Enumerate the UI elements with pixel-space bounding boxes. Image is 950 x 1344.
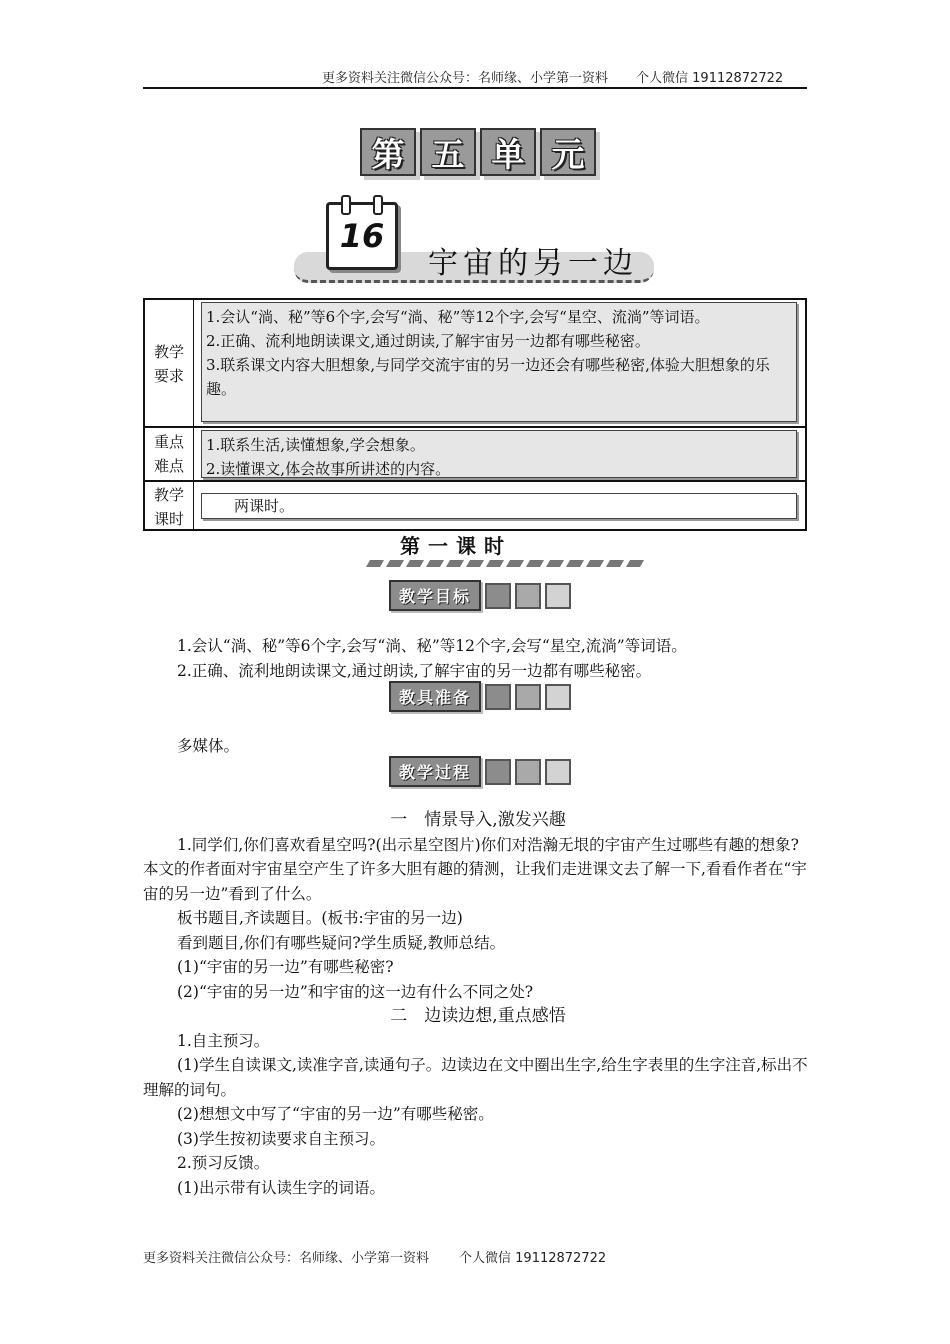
section-goals-head <box>389 580 571 611</box>
prep-item: 多媒体。 <box>177 737 240 755</box>
row-label-requirements <box>145 340 193 388</box>
periods-cell <box>201 493 797 519</box>
decor-square <box>515 583 541 609</box>
label-line: 重点 <box>153 433 184 451</box>
label-line: 课时 <box>153 510 184 528</box>
label-line: 难点 <box>153 457 184 475</box>
process-paragraph: 看到题目,你们有哪些疑问?学生质疑,教师总结。 <box>177 933 506 952</box>
label-line: 要求 <box>153 367 184 385</box>
process-paragraph: 板书题目,齐读题目。(板书:宇宙的另一边) <box>177 909 463 927</box>
lesson-info-table <box>143 298 807 531</box>
lesson-title: 宇宙的另一边 <box>428 246 638 281</box>
requirement-item: 3.联系课文内容大胆想象,与同学交流宇宙的另一边还会有哪些秘密,体验大胆想象的乐趣。 <box>206 356 770 398</box>
decor-square <box>485 759 511 785</box>
calendar-icon <box>326 202 398 270</box>
footer-wechat: 个人微信 19112872722 <box>459 1251 607 1266</box>
keypoint-item: 1.联系生活,读懂想象,学会想象。 <box>206 436 425 454</box>
decor-square <box>545 583 571 609</box>
table-divider <box>145 426 805 428</box>
unit-char: 第 <box>360 128 416 176</box>
page-header <box>322 67 783 86</box>
table-divider <box>193 300 194 529</box>
unit-title <box>360 128 596 176</box>
goals-text <box>143 634 813 683</box>
process-paragraph: 1.同学们,你们喜欢看星空吗?(出示星空图片)你们对浩瀚无垠的宇宙产生过哪些有趣的想象?本文的作者面对宇宙星空产生了许多大胆有趣的猜测，让我们走进课文去了解一下,看看作者在“宇宙的另一边”看到了什么。 <box>143 835 807 903</box>
goal-item: 2.正确、流利地朗读课文,通过朗读,了解宇宙的另一边都有哪些秘密。 <box>177 661 652 680</box>
goal-item: 1.会认“淌、秘”等6个字,会写“淌、秘”等12个字,会写“星空,流淌”等词语。 <box>177 637 687 655</box>
process-paragraph: (2)“宇宙的另一边”和宇宙的这一边有什么不同之处? <box>177 982 534 1001</box>
lesson-number: 16 <box>339 217 385 255</box>
section-label: 教具准备 <box>389 681 481 712</box>
header-source: 更多资料关注微信公众号：名师缘、小学第一资料 <box>322 71 609 86</box>
section-prep-head <box>389 681 571 712</box>
footer-source: 更多资料关注微信公众号：名师缘、小学第一资料 <box>143 1251 430 1266</box>
section-label: 教学目标 <box>389 580 481 611</box>
process-text <box>143 808 813 1200</box>
requirements-cell <box>201 302 797 422</box>
label-line: 教学 <box>153 343 184 361</box>
row-label-keypoints <box>145 430 193 478</box>
decor-square <box>485 684 511 710</box>
process-heading: 二 边读边想,重点感悟 <box>390 1006 566 1026</box>
process-paragraph: (1)“宇宙的另一边”有哪些秘密? <box>177 958 394 976</box>
keypoints-cell <box>201 430 797 478</box>
unit-char: 元 <box>540 128 596 176</box>
process-paragraph: 1.自主预习。 <box>177 1031 270 1050</box>
process-paragraph: (1)学生自读课文,读准字音,读通句子。边读边在文中圈出生字,给生字表里的生字注音,标出不理解的词句。 <box>143 1056 808 1099</box>
process-heading: 一 情景导入,激发兴趣 <box>390 810 566 830</box>
period-count: 两课时。 <box>234 497 295 515</box>
requirement-item: 1.会认“淌、秘”等6个字,会写“淌、秘”等12个字,会写“星空、流淌”等词语。 <box>206 308 710 326</box>
decor-square <box>515 759 541 785</box>
section-process-head <box>389 756 571 787</box>
row-label-periods <box>145 483 193 531</box>
period-title: 第一课时 <box>400 534 512 558</box>
decor-square <box>515 684 541 710</box>
unit-char: 五 <box>420 128 476 176</box>
decor-square <box>545 684 571 710</box>
process-paragraph: (1)出示带有认读生字的词语。 <box>177 1178 385 1197</box>
decor-square <box>485 583 511 609</box>
unit-char: 单 <box>480 128 536 176</box>
header-divider <box>143 87 807 89</box>
decor-square <box>545 759 571 785</box>
process-paragraph: (3)学生按初读要求自主预习。 <box>177 1129 385 1148</box>
label-line: 教学 <box>153 486 184 504</box>
calendar-ring <box>373 195 383 215</box>
keypoint-item: 2.读懂课文,体会故事所讲述的内容。 <box>206 460 451 478</box>
page-footer <box>143 1247 606 1266</box>
section-label: 教学过程 <box>389 756 481 787</box>
calendar-ring <box>341 195 351 215</box>
prep-text <box>143 734 813 759</box>
period-decoration <box>368 560 642 567</box>
process-paragraph: 2.预习反馈。 <box>177 1154 270 1172</box>
process-paragraph: (2)想想文中写了“宇宙的另一边”有哪些秘密。 <box>177 1105 494 1123</box>
requirement-item: 2.正确、流利地朗读课文,通过朗读,了解宇宙另一边都有哪些秘密。 <box>206 332 650 350</box>
header-wechat: 个人微信 19112872722 <box>636 71 784 86</box>
